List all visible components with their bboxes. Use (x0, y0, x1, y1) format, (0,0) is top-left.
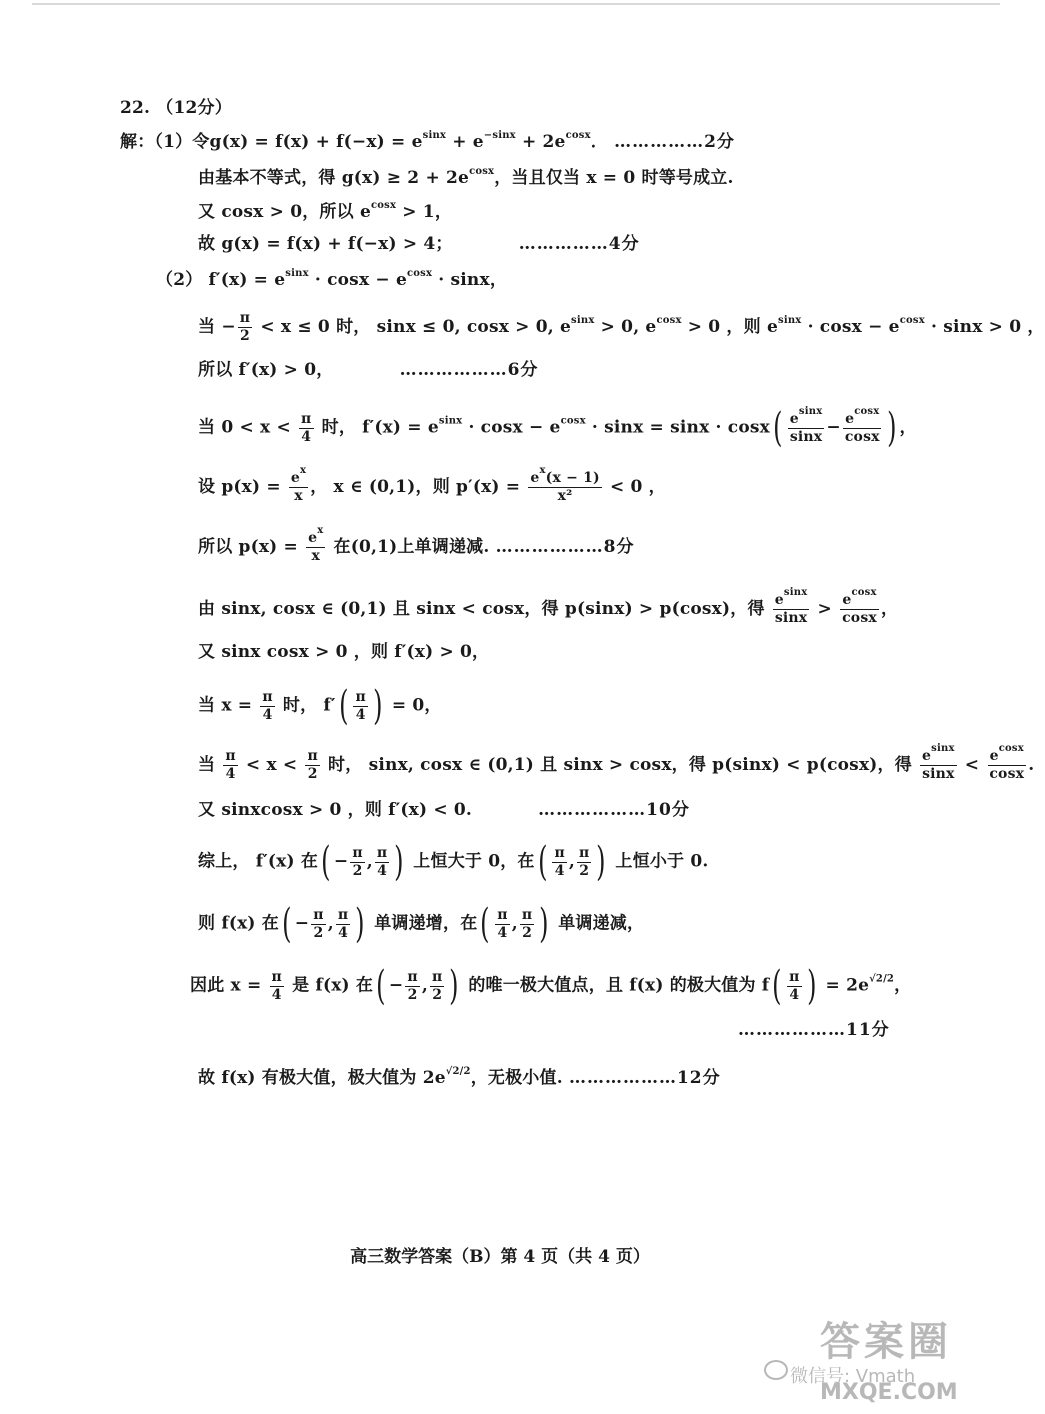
p2-line-1: （2） $f'(x) = e^{sinx} \cdot \cos x - e^{cosx} \cdot \sin x$， (156, 268, 508, 290)
p2-line-14: 因此 x = $\frac{\pi}{4}$ 是 f(x) 在( − $\frac{\pi}{2}$ , $\frac{\pi}{2}$ ) 的唯一极大值点，且 f(x) 的极大值为 f( $\frac{\pi}{4}$ ) = $2e^{√2/2}$， (190, 963, 912, 1009)
p2-line-2: 当 − $\frac{\pi}{2}$ < x ≤ 0 时， sinx ≤ 0, cosx > 0, $e^{sinx} > 0$, $e^{cosx} > 0$ ，则 $e^{sinx} \cdot \cos x - e^{cosx} \cdot \sin x > 0$ ， (198, 310, 1045, 344)
watermark-wechat: 微信号: Vmath (790, 1366, 916, 1387)
wechat-icon (764, 1360, 788, 1380)
p2-line-10: 当 $\frac{\pi}{4}$ < x < $\frac{\pi}{2}$ 时， sinx, cosx ∈ (0,1) 且 sinx > cosx，得 p(sinx) < p(cosx)，得 $\frac{e^{sinx}}{\sin x}$ < $\frac{e^{cosx}}{\cos x}$ . (198, 743, 1035, 782)
watermark-url: MXQE.COM (820, 1380, 958, 1405)
frac-pi-2: $\frac{\pi}{2}$ (239, 310, 251, 344)
score-10: ………………10分 (538, 800, 690, 820)
p1-line-4: 故 g(x) = f(x) + f(−x) > 4； ……………4分 (198, 234, 640, 254)
watermark-logo: 答案圈 (820, 1319, 952, 1365)
p2-line-5: 设 p(x) = $\frac{e^x}{x}$ ， x ∈ (0,1)，则 p′(x) = $\frac{e^x(x - 1)}{\text{x²}}$ < 0 ， (198, 465, 666, 504)
p1-line-3: 又 cosx > 0，所以 $e^{cosx} > 1$， (198, 200, 453, 222)
page-footer: 高三数学答案（B）第 4 页（共 4 页） (350, 1247, 650, 1267)
p2-line-8: 又 sinx cosx > 0 ，则 f′(x) > 0， (198, 642, 490, 662)
score-8: ………………8分 (495, 537, 635, 557)
p2-line-13: 则 f(x) 在( − $\frac{\pi}{2}$ , $\frac{\pi}{4}$ ) 单调递增，在( $\frac{\pi}{4}$ , $\frac{\pi}{2}$ ) 单调递减， (198, 901, 645, 947)
problem-header: 22. （12分） (120, 98, 232, 118)
p2-line-6: 所以 p(x) = $\frac{e^x}{x}$ 在(0,1)上单调递减. ………………8分 (198, 525, 635, 564)
score-12: ………………12分 (568, 1068, 721, 1088)
score-2: ……………2分 (614, 132, 735, 152)
p2-line-12: 综上， f′(x) 在( − $\frac{\pi}{2}$ , $\frac{\pi}{4}$ ) 上恒大于 0，在( $\frac{\pi}{4}$ , $\frac{\pi}{2}$ ) 上恒小于 0. (198, 839, 709, 885)
p2-line-3: 所以 f′(x) > 0， ………………6分 (198, 360, 539, 380)
p2-line-11: 又 sinxcosx > 0 ，则 f′(x) < 0. ………………10分 (198, 800, 690, 820)
p2-score-11: ………………11分 (738, 1020, 890, 1040)
p1-line-1: 解：（1）令$g(x) = f(x) + f(-x) = e^{sinx} + e^{-sinx} + 2e^{cosx}$． ……………2分 (120, 130, 735, 152)
top-border (32, 3, 1000, 5)
p2-line-4: 当 0 < x < $\frac{\pi}{4}$ 时， $f'(x) = e^{sinx} \cdot \cos x - e^{cosx} \cdot \sin x = \sin x \cdot \cos x$( $\frac{e^{sinx}}{\sin x}$ − $\frac{e^{cosx}}{\cos x}$ ) ， (198, 405, 917, 451)
score-6: ………………6分 (399, 360, 539, 380)
p2-line-15: 故 f(x) 有极大值，极大值为 $2e^{√2/2}$，无极小值. ………………12分 (198, 1066, 721, 1088)
score-4: ……………4分 (518, 234, 640, 254)
p2-line-9: 当 x = $\frac{\pi}{4}$ 时， f′( $\frac{\pi}{4}$ ) = 0， (198, 683, 442, 729)
p1-line-2: 由基本不等式，得 $g(x) \ge 2 + 2e^{cosx}$，当且仅当 x = 0 时等号成立. (198, 166, 734, 188)
p2-line-7: 由 sinx, cosx ∈ (0,1) 且 sinx < cosx，得 p(sinx) > p(cosx)，得 $\frac{e^{sinx}}{\sin x}$ > $\frac{e^{cosx}}{\cos x}$ ， (198, 587, 899, 626)
